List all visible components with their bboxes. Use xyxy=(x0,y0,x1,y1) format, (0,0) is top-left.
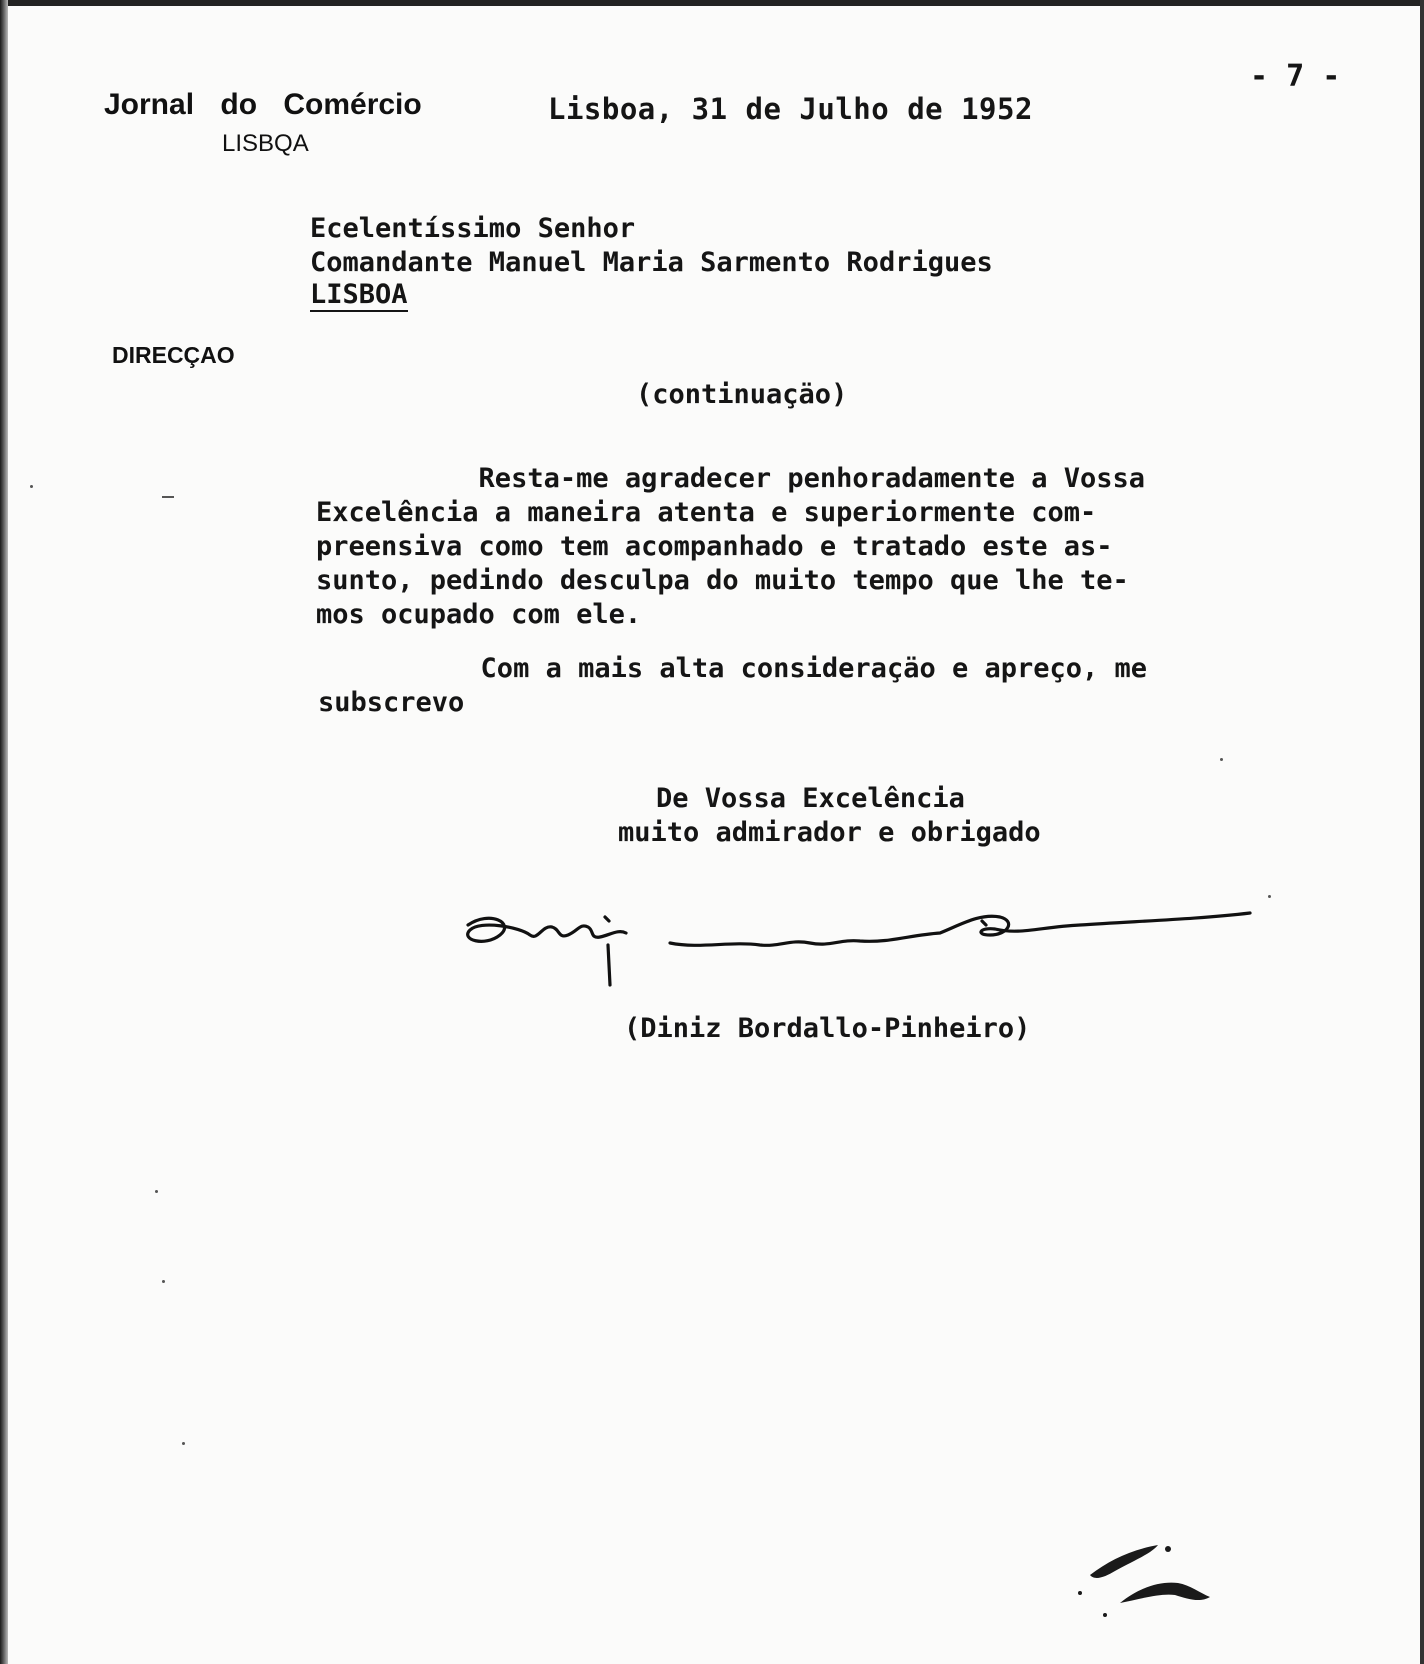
scan-edge-right xyxy=(1420,0,1424,1664)
ink-smudge xyxy=(1060,1515,1260,1625)
paper-speck xyxy=(1220,758,1223,761)
letterhead-city: LISBQA xyxy=(222,130,309,157)
paper-speck xyxy=(1268,895,1271,898)
addressee-name: Comandante Manuel Maria Sarmento Rodrigues xyxy=(310,247,993,278)
valediction-line-1: De Vossa Excelência xyxy=(656,783,965,814)
addressee-salutation: Ecelentíssimo Senhor xyxy=(310,213,636,244)
date-line: Lisboa, 31 de Julho de 1952 xyxy=(548,92,1033,126)
page-number: - 7 - xyxy=(1250,59,1341,94)
continuation-label: (continuaçäo) xyxy=(636,379,848,410)
handwritten-signature xyxy=(460,905,1290,1010)
paper-speck xyxy=(162,496,174,498)
scan-edge-top xyxy=(0,0,1424,6)
body-paragraph: Resta-me agradecer penhoradamente a Vossa Excelência a maneira atenta e superiormente com- preensiva como tem acompanhado e tratado este as- sunto, pedindo desculpa do muito tempo que lhe te- mos ocupado com ele. xyxy=(316,463,1146,630)
addressee-city: LISBOA xyxy=(310,279,408,310)
closing-paragraph: Com a mais alta consideraçäo e apreço, me subscrevo xyxy=(318,653,1148,718)
letterhead-name: Jornal do Comércio xyxy=(104,88,422,121)
paper-speck xyxy=(162,1280,165,1283)
paper-speck xyxy=(182,1442,185,1445)
signatory-name: (Diniz Bordallo-Pinheiro) xyxy=(624,1013,1031,1044)
paper-speck xyxy=(155,1190,158,1193)
valediction-line-2: muito admirador e obrigado xyxy=(618,817,1041,848)
scan-edge-left xyxy=(0,0,8,1664)
letterhead-department: DIRECÇAO xyxy=(112,342,235,368)
paper-speck xyxy=(30,485,33,488)
